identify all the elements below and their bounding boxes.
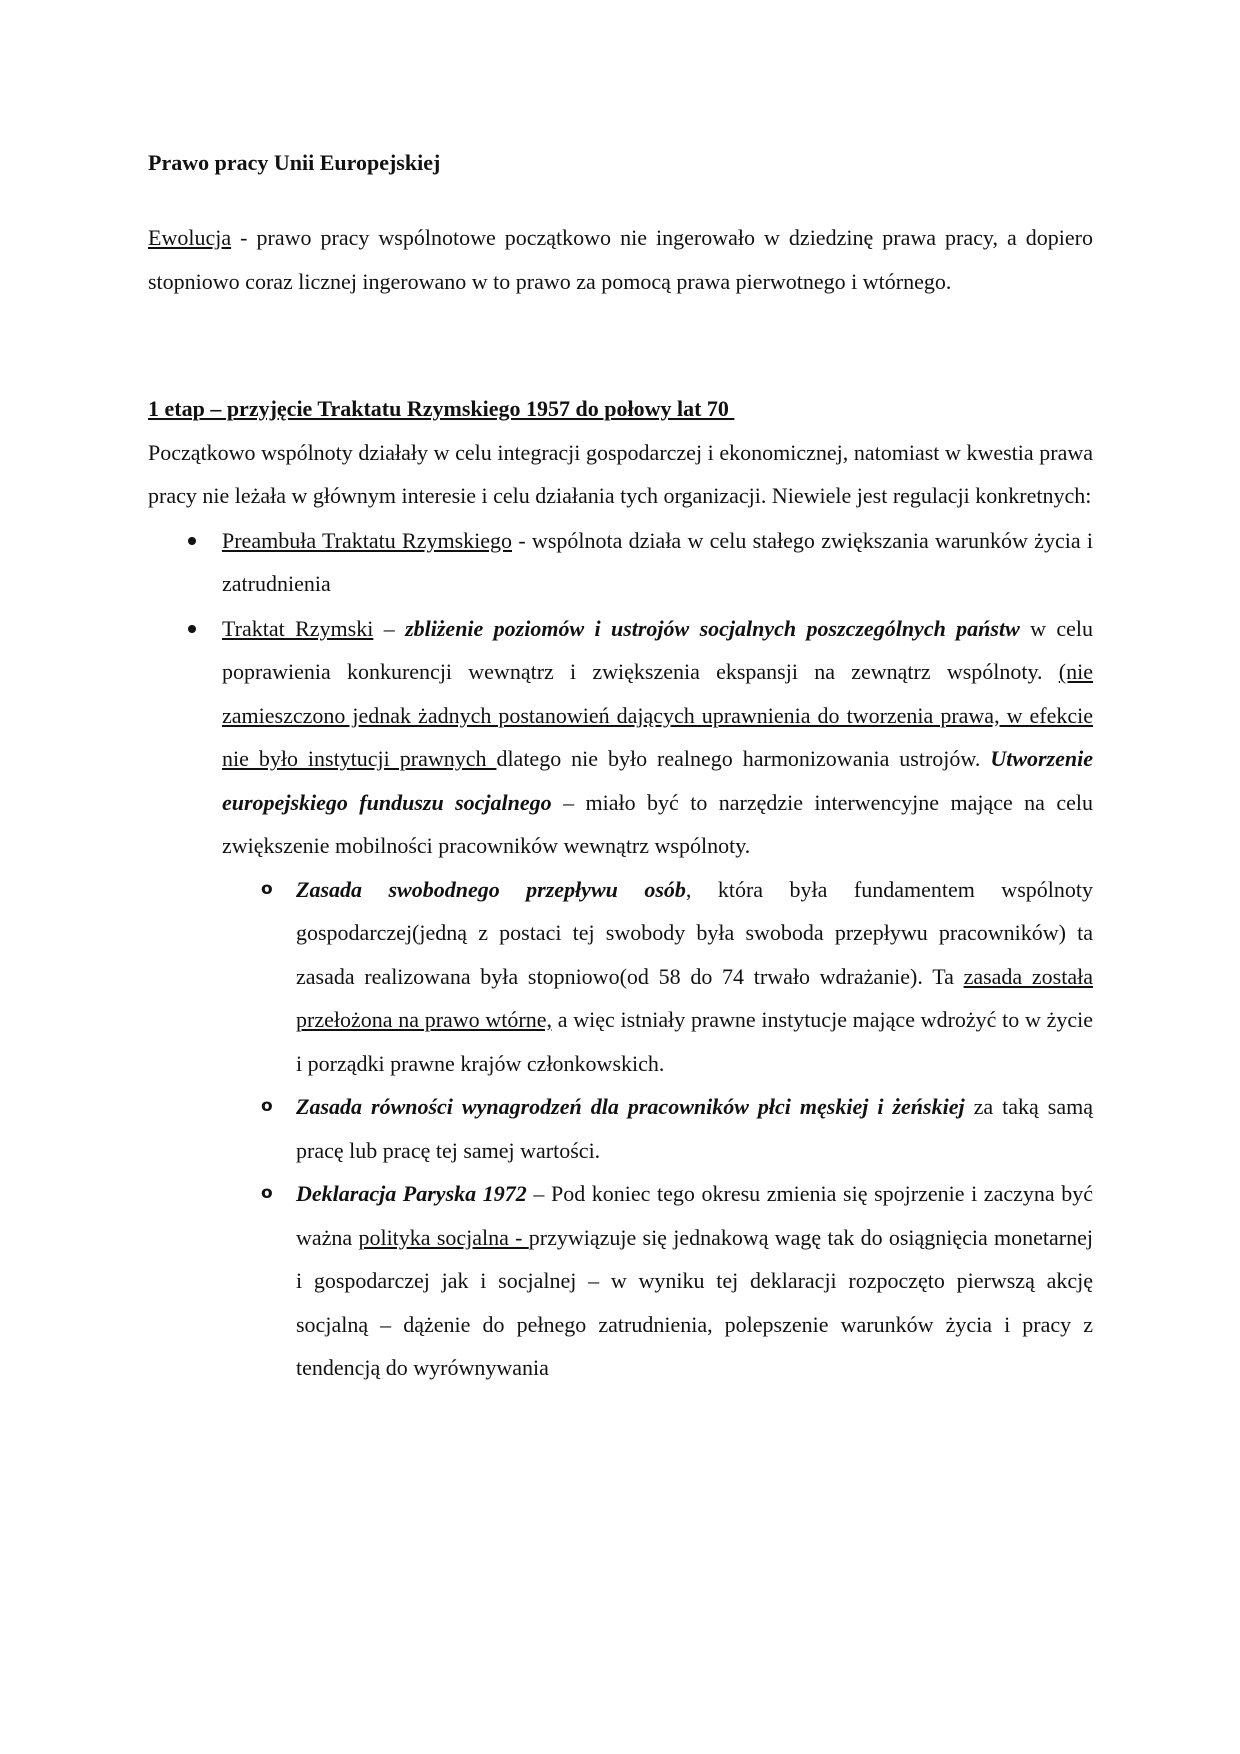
sub-item-text: za taką samą pracę lub pracę tej samej wartości. [296,1094,1094,1163]
item-text: dlatego nie było realnego harmonizowania ustrojów. [496,746,991,771]
sub-list [148,868,1093,1390]
item-label: Traktat Rzymski [222,615,374,641]
sub-list-item [222,868,1093,1086]
spacer [148,188,1093,216]
stage1-list [148,519,1093,1390]
document-page [148,138,1093,1390]
sub-item-text: przywiązuje się jednakową wagę tak do osiągnięcia monetarnej i gospodarczej jak i socjalnej – w wyniku tej deklaracji rozpoczęto pierwszą akcję socjalną – dążenie do pełnego zatrudnienia, polepszenie warunków życia i pracy z tendencją do wyrównywania [296,1224,1094,1380]
item-label: Preambuła Traktatu Rzymskiego [222,527,513,553]
evolution-paragraph [148,216,1093,303]
sub-list-item [222,1085,1093,1172]
list-item [148,519,1093,606]
item-text: w celu poprawienia konkurencji wewnątrz i zwiększenia ekspansji na zewnątrz wspólnoty. [222,615,1094,684]
sub-item-text: a więc istniały prawne instytucje mające wdrożyć to w życie i porządki prawne krajów członkowskich. [296,1007,1093,1076]
item-bold-phrase: Utworzenie europejskiego funduszu socjalnego [222,746,1093,815]
circle-bullet-icon: o [261,1096,273,1116]
circle-bullet-icon: o [261,878,273,899]
evolution-text: - prawo pracy wspólnotowe początkowo nie ingerowało w dziedzinę prawa pracy, a dopiero stopniowo coraz licznej ingerowano w to prawo za pomocą prawa pierwotnego i wtórnego. [148,225,1093,294]
sub-item-text: – Pod koniec tego okresu zmienia się spojrzenie i zaczyna być ważna [296,1181,1093,1250]
sub-item-bold-phrase: Zasada swobodnego przepływu osób [296,876,686,902]
stage1-intro: Początkowo wspólnoty działały w celu integracji gospodarczej i ekonomicznej, natomiast w kwestia prawa pracy nie leżała w głównym interesie i celu działania tych organizacji. Niewiele jest regulacji konkretnych: [148,439,1093,508]
circle-bullet-icon: o [261,1183,273,1203]
item-dash: – [373,615,406,641]
list-item [148,607,1093,1390]
item-bold-phrase: zbliżenie poziomów i ustrojów socjalnych poszczególnych państw [405,615,1020,641]
item-text: – miało być to narzędzie interwencyjne mające na celu zwiększenie mobilności pracowników wewnątrz wspólnoty. [222,789,1093,858]
sub-item-bold-phrase: Zasada równości wynagrodzeń dla pracowników płci męskiej i żeńskiej [296,1094,965,1119]
document-title: Prawo pracy Unii Europejskiej [148,150,441,175]
item-text: - wspólnota działa w celu stałego zwiększania warunków życia i zatrudnienia [222,527,1093,596]
evolution-label: Ewolucja [148,225,232,250]
bullet-icon [188,607,198,651]
sub-item-text: , która była fundamentem wspólnoty gospodarczej(jedną z postaci tej swobody była swoboda przepływu pracowników) ta zasada realizowana była stopniowo(od 58 do 74 trwało wdrażanie). Ta [296,876,1093,989]
sub-list-item [222,1172,1093,1390]
stage1-heading: 1 etap – przyjęcie Traktatu Rzymskiego 1957 do połowy lat 70 [148,396,735,421]
item-underlined-phrase: (nie zamieszczono jednak żadnych postanowień dających uprawnienia do tworzenia prawa, w efekcie nie było instytucji prawnych [222,659,1093,771]
bullet-icon [188,519,198,563]
sub-item-bold-phrase: Deklaracja Paryska 1972 [296,1181,527,1206]
sub-item-underlined-phrase: zasada została przełożona na prawo wtórne, [296,963,1093,1032]
sub-item-underlined-phrase: polityka socjalna - [358,1224,529,1250]
spacer [148,303,1093,387]
